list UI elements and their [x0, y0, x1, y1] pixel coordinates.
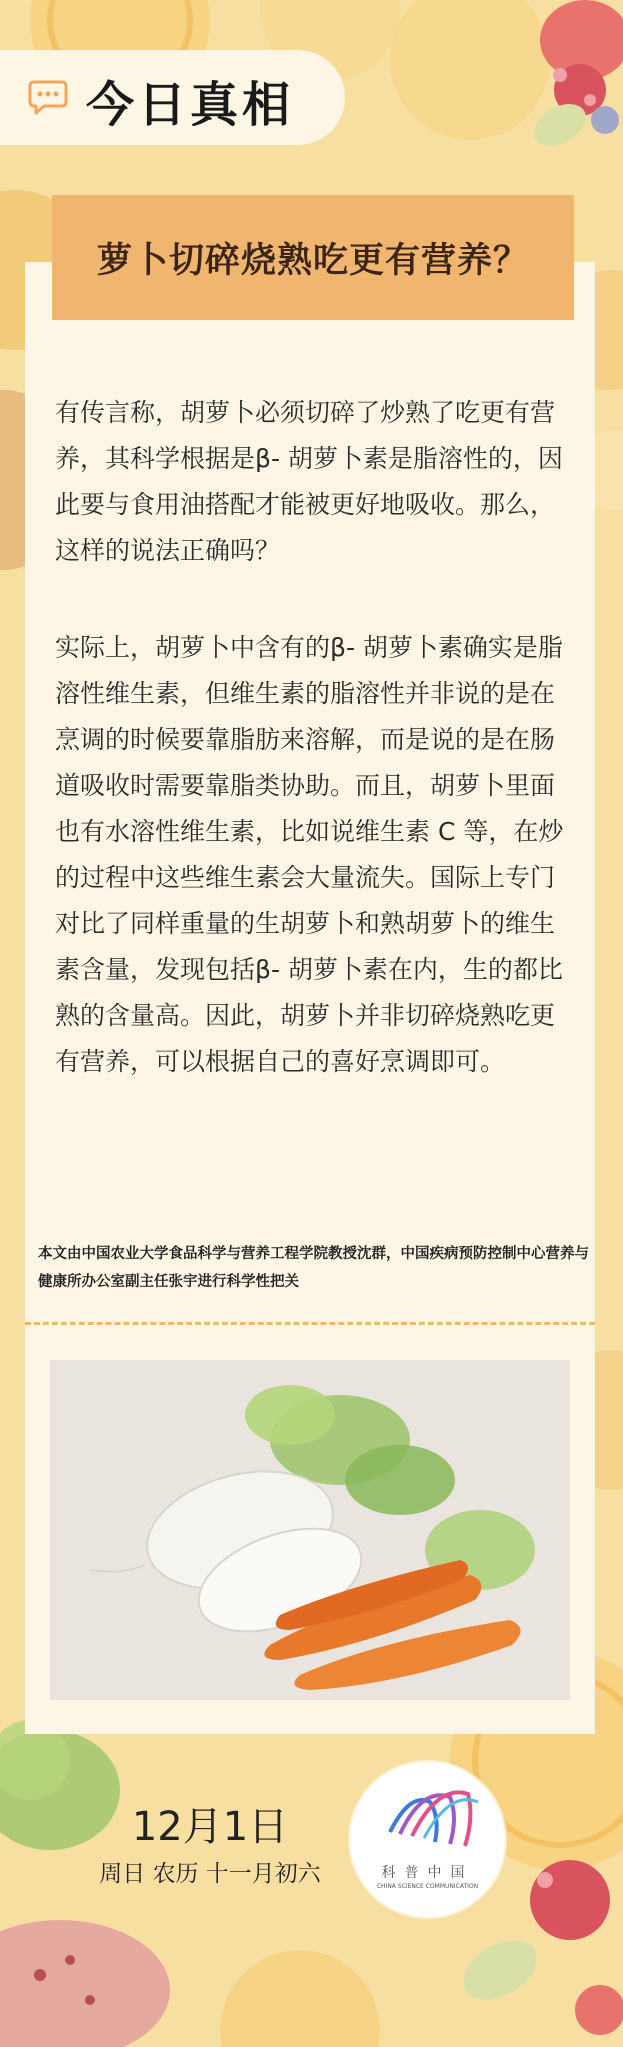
article-title-box [52, 195, 574, 320]
logo-english-text: CHINA SCIENCE COMMUNICATION [376, 1883, 479, 1890]
footer-date: 12月1日 [131, 1804, 289, 1850]
header-title: 今日真相 [86, 77, 295, 133]
paragraph-body: 实际上，胡萝卜中含有的β- 胡萝卜素确实是脂溶性维生素，但维生素的脂溶性并非说的是在烹调的时候要靠脂肪来溶解，而是说的是在肠道吸收时需要靠脂类协助。而且，胡萝卜里面也有水溶性维生素，比如说维生素 C 等，在炒的过程中这些维生素会大量流失。国际上专门对比了同样重量的生胡萝卜和熟胡萝卜的维生素含量，发现包括β- 胡萝卜素在内，生的都比熟的含量高。因此，胡萝卜并非切碎烧熟吃更有营养，可以根据自己的喜好烹调即可。 [55, 633, 564, 1076]
radish-carrot-illustration [50, 1360, 570, 1700]
dashed-divider [25, 1322, 595, 1325]
logo-chinese-text: 科普中国 [381, 1865, 474, 1881]
logo-mark-icon [350, 1762, 505, 1862]
footer-lunar-date: 周日 农历 十一月初六 [99, 1861, 321, 1887]
expert-credit: 本文由中国农业大学食品科学与营养工程学院教授沈群，中国疾病预防控制中心营养与健康所办公室副主任张宇进行科学性把关 [38, 1246, 589, 1290]
radish-carrot-drawing [50, 1360, 570, 1700]
header-banner [0, 50, 345, 145]
kepu-china-logo [350, 1762, 505, 1917]
paragraph-intro: 有传言称，胡萝卜必须切碎了炒熟了吃更有营养，其科学根据是β- 胡萝卜素是脂溶性的，因此要与食用油搭配才能被更好地吸收。那么，这样的说法正确吗？ [55, 398, 563, 565]
article-title: 萝卜切碎烧熟吃更有营养？ [96, 240, 529, 281]
chat-bubble-icon [28, 78, 68, 116]
